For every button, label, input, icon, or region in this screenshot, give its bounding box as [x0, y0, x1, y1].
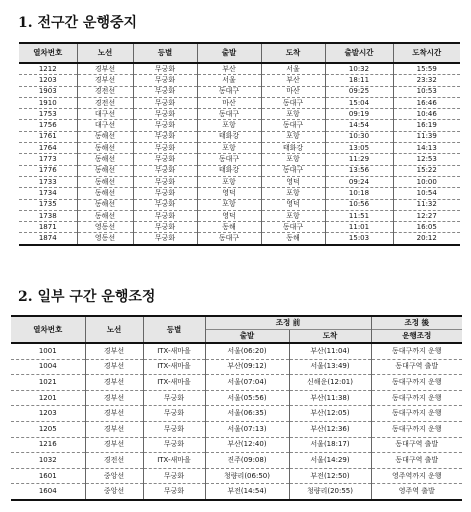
table-cell: 부산(12:40)	[205, 437, 289, 453]
table-cell: 부산(09:12)	[205, 359, 289, 375]
table-cell: 포항	[197, 120, 261, 131]
table-cell: 1001	[11, 343, 85, 359]
table-cell: 무궁화	[133, 75, 197, 86]
table-cell: 동해선	[77, 154, 133, 165]
table-row	[19, 165, 460, 176]
table-cell: 1205	[11, 421, 85, 437]
header-line: 노선	[85, 316, 143, 343]
table-cell: 무궁화	[133, 233, 197, 245]
column-header: 출발	[197, 43, 261, 63]
table-cell: 1773	[19, 154, 77, 165]
table-cell: 1004	[11, 359, 85, 375]
table-row	[19, 176, 460, 187]
table-cell: 무궁화	[133, 97, 197, 108]
table-row	[11, 406, 462, 422]
table-cell: 무궁화	[143, 437, 205, 453]
table-cell: 1203	[19, 75, 77, 86]
table-cell: 1910	[19, 97, 77, 108]
table-cell: 13:05	[325, 143, 393, 154]
table-cell: 무궁화	[133, 63, 197, 75]
table-cell: 포항	[261, 188, 325, 199]
table-cell: 동해	[261, 233, 325, 245]
column-header: 도착시간	[393, 43, 460, 63]
table-cell: 부산(11:38)	[289, 390, 371, 406]
table-cell: 10:00	[393, 176, 460, 187]
table-row	[19, 143, 460, 154]
table-cell: 1601	[11, 468, 85, 484]
table-cell: 진주(09:08)	[205, 453, 289, 469]
table-cell: 서울(18:17)	[289, 437, 371, 453]
table-cell: 1761	[19, 131, 77, 142]
table-cell: 1753	[19, 109, 77, 120]
table-cell: 20:12	[393, 233, 460, 245]
table-cell: 무궁화	[133, 120, 197, 131]
table-row	[19, 233, 460, 245]
table-cell: 태화강	[261, 143, 325, 154]
table-cell: 포항	[261, 154, 325, 165]
table-cell: 경부선	[85, 343, 143, 359]
table-cell: 영덕	[261, 199, 325, 210]
table-cell: 12:27	[393, 210, 460, 221]
table-cell: 동대구까지 운행	[371, 343, 462, 359]
table-cell: 부산(12:05)	[289, 406, 371, 422]
table-cell: 태화강	[197, 131, 261, 142]
table-cell: 16:46	[393, 97, 460, 108]
table-cell: 신해운(12:01)	[289, 375, 371, 391]
table-cell: 영덕	[261, 176, 325, 187]
table-cell: 동해선	[77, 176, 133, 187]
table-cell: ITX-새마을	[143, 453, 205, 469]
table-cell: 영동선	[77, 222, 133, 233]
table-cell: 무궁화	[133, 176, 197, 187]
table-cell: 서울(07:13)	[205, 421, 289, 437]
table-cell: 경부선	[77, 63, 133, 75]
table-cell: 1776	[19, 165, 77, 176]
table-row	[11, 468, 462, 484]
table-cell: 서울(05:56)	[205, 390, 289, 406]
table-cell: ITX-새마을	[143, 375, 205, 391]
table-cell: 1032	[11, 453, 85, 469]
table-cell: 청량리(20:55)	[289, 484, 371, 500]
table-cell: 마산	[261, 86, 325, 97]
table-cell: 동해선	[77, 210, 133, 221]
table-cell: 무궁화	[133, 210, 197, 221]
table-cell: 09:25	[325, 86, 393, 97]
column-header: 출발시간	[325, 43, 393, 63]
table-cell: 포항	[261, 210, 325, 221]
table-cell: 1212	[19, 63, 77, 75]
table-cell: 10:30	[325, 131, 393, 142]
table-cell: 1733	[19, 176, 77, 187]
table-cell: 동대구	[261, 120, 325, 131]
table-cell: 23:32	[393, 75, 460, 86]
table-cell: 1216	[11, 437, 85, 453]
table-cell: ITX-새마을	[143, 343, 205, 359]
table-cell: 동해	[197, 222, 261, 233]
table-cell: 13:56	[325, 165, 393, 176]
table-cell: 대구선	[77, 120, 133, 131]
table-row	[19, 86, 460, 97]
header-grade: 등별	[143, 316, 205, 343]
table-cell: 15:22	[393, 165, 460, 176]
table-cell: 부산	[197, 63, 261, 75]
table-row	[11, 390, 462, 406]
table-cell: 중앙선	[85, 468, 143, 484]
table-cell: 11:01	[325, 222, 393, 233]
table-cell: 1203	[11, 406, 85, 422]
table-row	[11, 437, 462, 453]
table-cell: 1021	[11, 375, 85, 391]
table-cell: 동대구	[261, 165, 325, 176]
header-adjust: 운행조정	[371, 330, 462, 344]
table-row	[11, 484, 462, 500]
table-cell: 무궁화	[133, 109, 197, 120]
table-cell: 부전(12:50)	[289, 468, 371, 484]
table-cell: 1738	[19, 210, 77, 221]
table-cell: 대구선	[77, 109, 133, 120]
table-header-row	[19, 43, 460, 63]
table-cell: 서울(06:20)	[205, 343, 289, 359]
table-cell: 포항	[197, 176, 261, 187]
table-cell: 경부선	[77, 75, 133, 86]
header-depart: 출발	[205, 330, 289, 344]
table-cell: 서울(14:29)	[289, 453, 371, 469]
table-cell: 무궁화	[133, 131, 197, 142]
table-cell: 15:04	[325, 97, 393, 108]
table-cell: 경부선	[85, 406, 143, 422]
table-row	[19, 222, 460, 233]
table-cell: 서울(13:49)	[289, 359, 371, 375]
table-cell: 동해선	[77, 188, 133, 199]
table-cell: 1735	[19, 199, 77, 210]
table-cell: 동해선	[77, 131, 133, 142]
table-row	[19, 188, 460, 199]
table-cell: 무궁화	[133, 165, 197, 176]
table-cell: 포항	[261, 109, 325, 120]
table-cell: 10:18	[325, 188, 393, 199]
table-cell: 동대구역 출발	[371, 453, 462, 469]
table-cell: 동해선	[77, 165, 133, 176]
table-cell: 영주역 출발	[371, 484, 462, 500]
table-cell: 서울(06:35)	[205, 406, 289, 422]
table-cell: 무궁화	[133, 154, 197, 165]
header-after-adjustment: 조정 後	[371, 316, 462, 330]
table-cell: 경전선	[77, 86, 133, 97]
table-cell: 경부선	[85, 421, 143, 437]
table-cell: 10:56	[325, 199, 393, 210]
table-row	[11, 421, 462, 437]
table-row	[11, 359, 462, 375]
table-row	[19, 210, 460, 221]
table-cell: 서울(07:04)	[205, 375, 289, 391]
table-row	[19, 131, 460, 142]
header-before-adjustment: 조정 前	[205, 316, 371, 330]
table-cell: 1871	[19, 222, 77, 233]
table-cell: 11:32	[393, 199, 460, 210]
table-cell: 부전(14:54)	[205, 484, 289, 500]
table-cell: 동대구	[261, 97, 325, 108]
table-cell: 10:53	[393, 86, 460, 97]
table-cell: 동대구역 출발	[371, 359, 462, 375]
column-header: 노선	[77, 43, 133, 63]
table-cell: 동해선	[77, 199, 133, 210]
table-cell: 무궁화	[133, 199, 197, 210]
table-cell: 서울	[261, 63, 325, 75]
table-row	[19, 199, 460, 210]
table-cell: 부산(12:36)	[289, 421, 371, 437]
partial-adjustment-table	[11, 315, 462, 501]
table-cell: 동해선	[77, 143, 133, 154]
table-cell: 동대구	[197, 233, 261, 245]
table-cell: 포항	[197, 143, 261, 154]
table-cell: 동대구역 출발	[371, 437, 462, 453]
table-cell: 태화강	[197, 165, 261, 176]
table-cell: 1734	[19, 188, 77, 199]
table-cell: 10:46	[393, 109, 460, 120]
table-row	[19, 75, 460, 86]
table-cell: 1604	[11, 484, 85, 500]
table-cell: 무궁화	[133, 222, 197, 233]
table-cell: 마산	[197, 97, 261, 108]
table-cell: 영덕	[197, 188, 261, 199]
table-cell: 16:05	[393, 222, 460, 233]
table-cell: 경전선	[85, 453, 143, 469]
table-cell: 무궁화	[143, 484, 205, 500]
table-row	[19, 109, 460, 120]
table-cell: 16:19	[393, 120, 460, 131]
table-cell: 1874	[19, 233, 77, 245]
table-cell: 11:51	[325, 210, 393, 221]
table-cell: 동대구까지 운행	[371, 390, 462, 406]
section2-title: 2. 일부 구간 운행조정	[18, 289, 156, 305]
header-train-no: 열차번호	[11, 316, 85, 343]
table-cell: 15:03	[325, 233, 393, 245]
table-cell: 경부선	[85, 359, 143, 375]
table-cell: 14:54	[325, 120, 393, 131]
table-cell: 11:39	[393, 131, 460, 142]
table-cell: ITX-새마을	[143, 359, 205, 375]
table-cell: 무궁화	[143, 406, 205, 422]
section1-title: 1. 전구간 운행중지	[18, 15, 138, 31]
table-row	[11, 343, 462, 359]
column-header: 등별	[133, 43, 197, 63]
table-cell: 경부선	[85, 375, 143, 391]
table-cell: 1903	[19, 86, 77, 97]
table-cell: 09:19	[325, 109, 393, 120]
table-cell: 경부선	[85, 390, 143, 406]
table-cell: 10:32	[325, 63, 393, 75]
column-header: 도착	[261, 43, 325, 63]
table-cell: 11:29	[325, 154, 393, 165]
table-cell: 영덕	[197, 210, 261, 221]
table-cell: 동대구	[197, 154, 261, 165]
table-cell: 12:53	[393, 154, 460, 165]
table-cell: 09:24	[325, 176, 393, 187]
table-cell: 부산(11:04)	[289, 343, 371, 359]
table-cell: 동대구	[197, 86, 261, 97]
table-cell: 무궁화	[143, 390, 205, 406]
table-cell: 무궁화	[133, 143, 197, 154]
table-cell: 동대구까지 운행	[371, 421, 462, 437]
table-cell: 동대구	[197, 109, 261, 120]
table-cell: 청량리(06:50)	[205, 468, 289, 484]
table-row	[11, 375, 462, 391]
table-cell: 영동선	[77, 233, 133, 245]
table-cell: 1764	[19, 143, 77, 154]
table-header-row	[11, 316, 462, 330]
table-cell: 포항	[197, 199, 261, 210]
table-cell: 18:11	[325, 75, 393, 86]
column-header: 열차번호	[19, 43, 77, 63]
table-cell: 동대구	[261, 222, 325, 233]
table-cell: 무궁화	[133, 86, 197, 97]
table-cell: 경부선	[85, 437, 143, 453]
table-cell: 동대구까지 운행	[371, 406, 462, 422]
table-cell: 영주역까지 운행	[371, 468, 462, 484]
table-row	[19, 120, 460, 131]
table-row	[19, 63, 460, 75]
suspended-trains-table	[19, 42, 460, 246]
table-cell: 10:54	[393, 188, 460, 199]
table-cell: 중앙선	[85, 484, 143, 500]
table-cell: 동대구까지 운행	[371, 375, 462, 391]
table-cell: 부산	[261, 75, 325, 86]
table-cell: 무궁화	[143, 421, 205, 437]
table-cell: 1201	[11, 390, 85, 406]
table-cell: 경전선	[77, 97, 133, 108]
table-row	[19, 97, 460, 108]
table-row	[19, 154, 460, 165]
table-row	[11, 453, 462, 469]
table-cell: 서울	[197, 75, 261, 86]
table-cell: 1756	[19, 120, 77, 131]
table-cell: 포항	[261, 131, 325, 142]
table-cell: 무궁화	[133, 188, 197, 199]
table-cell: 무궁화	[143, 468, 205, 484]
table-cell: 14:13	[393, 143, 460, 154]
table-cell: 15:59	[393, 63, 460, 75]
header-arrive: 도착	[289, 330, 371, 344]
